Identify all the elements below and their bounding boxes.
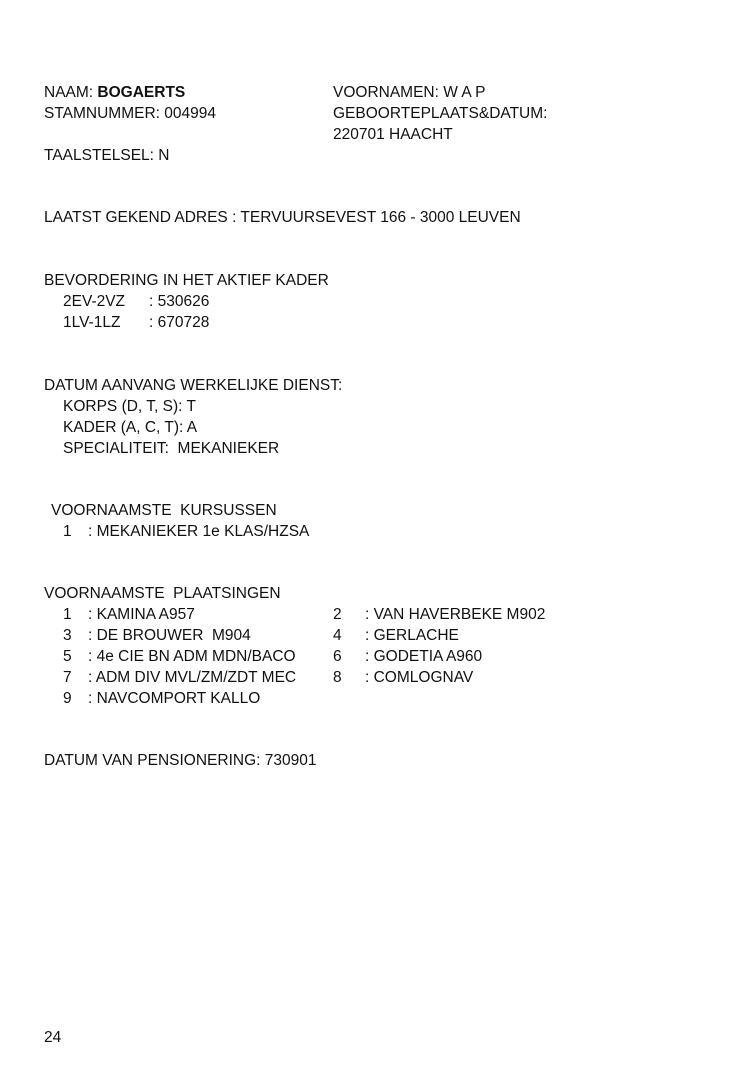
dienst-title: DATUM AANVANG WERKELIJKE DIENST: — [44, 377, 343, 394]
naam-label: NAAM: — [44, 84, 94, 101]
geboorte-label: GEBOORTEPLAATS&DATUM: — [333, 105, 548, 122]
stamnummer-label: STAMNUMMER: — [44, 105, 160, 122]
plaatsing-number: 5 — [63, 648, 72, 665]
plaatsing-text: : VAN HAVERBEKE M902 — [365, 606, 546, 623]
taalstelsel-label: TAALSTELSEL: — [44, 147, 154, 164]
specialiteit-line: SPECIALITEIT: MEKANIEKER — [63, 440, 280, 457]
voornamen-line — [333, 82, 485, 103]
naam-line — [44, 82, 185, 103]
stamnummer-line — [44, 103, 216, 124]
grade: 1LV-1LZ — [63, 314, 121, 331]
kursus-text: : MEKANIEKER 1e KLAS/HZSA — [88, 523, 310, 540]
taalstelsel-value: N — [158, 147, 170, 164]
plaatsing-number: 4 — [333, 627, 342, 644]
kursussen-title: VOORNAAMSTE KURSUSSEN — [51, 502, 277, 519]
taalstelsel-line — [44, 145, 170, 166]
adres-label: LAATST GEKEND ADRES : — [44, 209, 237, 226]
voornamen-value: W A P — [443, 84, 486, 101]
pensioen-line — [44, 750, 317, 771]
korps-line: KORPS (D, T, S): T — [63, 398, 196, 415]
grade-date: : 670728 — [149, 314, 210, 331]
plaatsing-number: 8 — [333, 669, 342, 686]
plaatsing-text: : 4e CIE BN ADM MDN/BACO — [88, 648, 296, 665]
plaatsingen-title: VOORNAAMSTE PLAATSINGEN — [44, 585, 281, 602]
pensioen-value: 730901 — [264, 752, 317, 769]
kursus-number: 1 — [63, 523, 72, 540]
geboorte-value: 220701 HAACHT — [333, 126, 453, 143]
plaatsing-number: 9 — [63, 690, 72, 707]
plaatsing-number: 2 — [333, 606, 342, 623]
plaatsing-text: : DE BROUWER M904 — [88, 627, 251, 644]
plaatsing-text: : KAMINA A957 — [88, 606, 195, 623]
bevordering-title: BEVORDERING IN HET AKTIEF KADER — [44, 272, 329, 289]
grade-date: : 530626 — [149, 293, 210, 310]
plaatsing-number: 3 — [63, 627, 72, 644]
plaatsing-text: : GODETIA A960 — [365, 648, 483, 665]
plaatsing-text: : NAVCOMPORT KALLO — [88, 690, 261, 707]
plaatsing-text: : GERLACHE — [365, 627, 459, 644]
plaatsing-number: 1 — [63, 606, 72, 623]
plaatsing-number: 6 — [333, 648, 342, 665]
stamnummer-value: 004994 — [164, 105, 217, 122]
page-number: 24 — [44, 1029, 62, 1046]
plaatsing-text: : COMLOGNAV — [365, 669, 474, 686]
pensioen-label: DATUM VAN PENSIONERING: — [44, 752, 261, 769]
voornamen-label: VOORNAMEN: — [333, 84, 439, 101]
grade: 2EV-2VZ — [63, 293, 126, 310]
adres-value: TERVUURSEVEST 166 - 3000 LEUVEN — [240, 209, 521, 226]
plaatsing-number: 7 — [63, 669, 72, 686]
naam-value: BOGAERTS — [97, 84, 186, 101]
kader-line: KADER (A, C, T): A — [63, 419, 198, 436]
adres-line — [44, 207, 521, 228]
plaatsing-text: : ADM DIV MVL/ZM/ZDT MEC — [88, 669, 297, 686]
